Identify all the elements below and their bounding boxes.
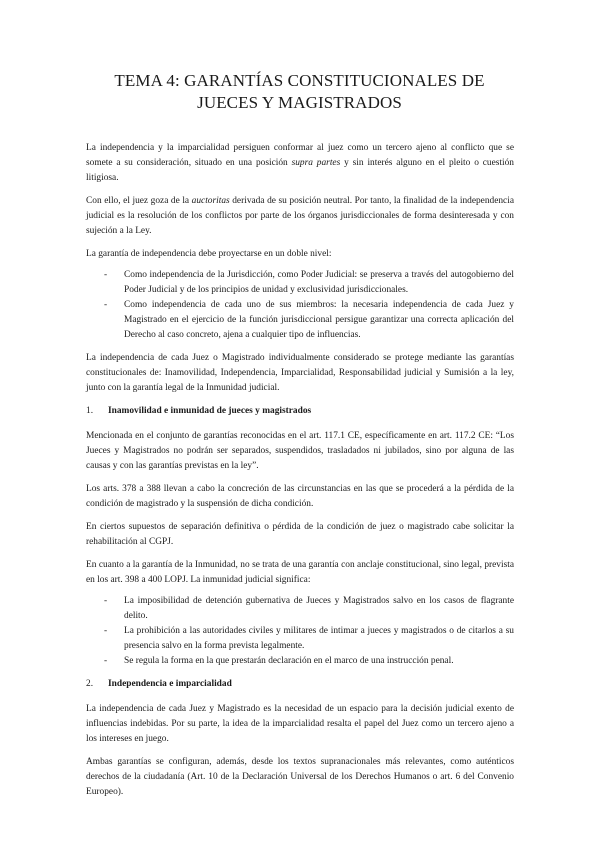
list-independence-levels (86, 268, 514, 343)
paragraph-independence-definition: La independencia de cada Juez y Magistrado es la necesidad de un espacio para la decisión judicial exento de influencias indebidas. Por su parte, la idea de la imparcialidad resalta el papel del Juez como un tercero ajeno a los intereses en juego. (86, 704, 514, 744)
list-item: - Se regula la forma en la que prestarán declaración en el marco de una instrucción penal. (104, 656, 454, 666)
page-title (60, 70, 539, 114)
title-line-2: JUECES Y MAGISTRADOS (197, 93, 402, 112)
title-line-1: TEMA 4: GARANTÍAS CONSTITUCIONALES DE (114, 71, 485, 90)
list-item: - Como independencia de la Jurisdicción, como Poder Judicial: se preserva a través del autogobierno del Poder Judicial y de los principios de unidad y exclusividad jurisdiccionales. (104, 270, 514, 295)
paragraph-rehabilitation: En ciertos supuestos de separación definitiva o pérdida de la condición de juez o magistrado cabe solicitar la rehabilitación al CGPJ. (86, 522, 514, 547)
paragraph-double-level: La garantía de independencia debe proyectarse en un doble nivel: (86, 249, 332, 259)
paragraph-supranational: Ambas garantías se configuran, además, desde los textos supranacionales más relevantes, como auténticos derechos de la ciudadanía (Art. 10 de la Declaración Universal de los Derechos Humanos o art. 6 del Convenio Europeo). (86, 757, 514, 797)
paragraph-arts-378: Los arts. 378 a 388 llevan a cabo la concreción de las circunstancias en las que se procederá a la pérdida de la condición de magistrado y la suspensión de dicha condición. (86, 484, 514, 509)
list-immunity (86, 594, 514, 669)
section-heading-2: 2. Independencia e imparcialidad (86, 679, 232, 689)
list-item: - La imposibilidad de detención gubernativa de Jueces y Magistrados salvo en los casos de flagrante delito. (104, 596, 514, 621)
paragraph-immunity: En cuanto a la garantía de la Inmunidad, no se trata de una garantía con anclaje constitucional, sino legal, prevista en los art. 398 a 400 LOPJ. La inmunidad judicial significa: (86, 560, 514, 585)
paragraph-auctoritas: Con ello, el juez goza de la auctoritas derivada de su posición neutral. Por tanto, la finalidad de la independencia judicial es la resolución de los conflictos por parte de los órganos jurisdiccionales de forma desinteresada y con sujeción a la Ley. (86, 196, 514, 236)
document-body (86, 141, 514, 808)
paragraph-guarantees: La independencia de cada Juez o Magistrado individualmente considerado se protege mediante las garantías constitucionales de: Inamovilidad, Independencia, Imparcialidad, Responsabilidad judicial y Sumisión a la ley, junto con la garantía legal de la Inmunidad judicial. (86, 353, 514, 393)
paragraph-art-117: Mencionada en el conjunto de garantías reconocidas en el art. 117.1 CE, específicamente en art. 117.2 CE: “Los Jueces y Magistrados no podrán ser separados, suspendidos, trasladados ni jubilados, sino por alguna de las causas y con las garantías previstas en la ley”. (86, 431, 514, 471)
list-item: - La prohibición a las autoridades civiles y militares de intimar a jueces y magistrados o de citarlos a su presencia salvo en la forma prevista legalmente. (104, 626, 514, 651)
section-heading-1: 1. Inamovilidad e inmunidad de jueces y magistrados (86, 406, 312, 416)
paragraph-intro: La independencia y la imparcialidad persiguen conformar al juez como un tercero ajeno al conflicto que se somete a su consideración, situado en una posición supra partes y sin interés alguno en el pleito o cuestión litigiosa. (86, 143, 514, 183)
list-item: - Como independencia de cada uno de sus miembros: la necesaria independencia de cada Juez y Magistrado en el ejercicio de la función jurisdiccional persigue garantizar una correcta aplicación del Derecho al caso concreto, ajena a cualquier tipo de influencias. (104, 300, 514, 340)
